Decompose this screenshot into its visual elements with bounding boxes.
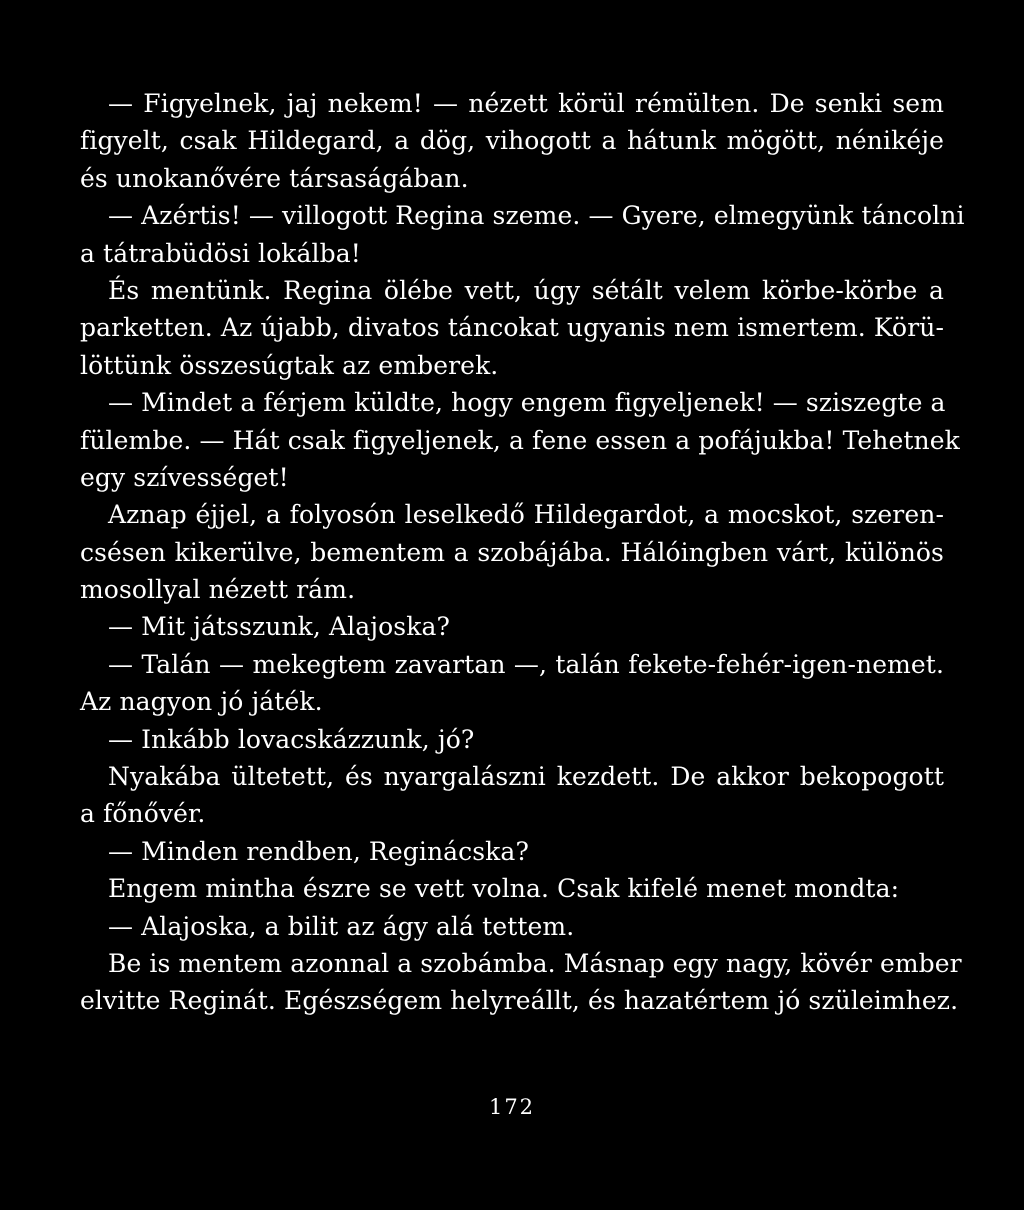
text-line: — Inkább lovacskázzunk, jó? [108,724,475,754]
text-line: — Mit játsszunk, Alajoska? [108,612,450,642]
text-line: a tátrabüdösi lokálba! [80,238,361,268]
page-text [80,85,965,1020]
text-line: Nyakába ültetett, és nyargalászni kezdett. De akkor bekopogott [108,762,944,792]
text-line: Az nagyon jó játék. [80,687,323,717]
text-line: és unokanővére társaságában. [80,163,469,193]
text-line: parketten. Az újabb, divatos táncokat ugyanis nem ismertem. Körü- [80,313,944,343]
text-line: Aznap éjjel, a folyosón leselkedő Hildegardot, a mocskot, szeren- [108,500,944,530]
text-line: Be is mentem azonnal a szobámba. Másnap egy nagy, kövér ember [108,948,962,978]
text-line: csésen kikerülve, bementem a szobájába. Hálóingben várt, különös [80,537,944,567]
text-line: Engem mintha észre se vett volna. Csak kifelé menet mondta: [108,874,900,904]
text-line: elvitte Reginát. Egészségem helyreállt, és hazatértem jó szüleimhez. [80,986,959,1016]
text-line: fülembe. — Hát csak figyeljenek, a fene essen a pofájukba! Tehetnek [80,425,960,455]
text-line: löttünk összesúgtak az emberek. [80,350,499,380]
text-line: — Mindet a férjem küldte, hogy engem figyeljenek! — sziszegte a [108,388,946,418]
text-line: És mentünk. Regina ölébe vett, úgy sétált velem körbe-körbe a [108,275,944,305]
text-line: mosollyal nézett rám. [80,575,356,605]
text-line: — Alajoska, a bilit az ágy alá tettem. [108,911,575,941]
text-line: — Minden rendben, Reginácska? [108,836,529,866]
text-line: figyelt, csak Hildegard, a dög, vihogott a hátunk mögött, nénikéje [80,126,944,156]
text-line: egy szívességet! [80,462,289,492]
text-line: — Azértis! — villogott Regina szeme. — Gyere, elmegyünk táncolni [108,201,965,231]
text-line: a főnővér. [80,799,206,829]
text-line: — Talán — mekegtem zavartan —, talán fekete-fehér-igen-nemet. [108,649,944,679]
text-line: — Figyelnek, jaj nekem! — nézett körül rémülten. De senki sem [108,89,944,118]
page-number: 172 [488,1095,536,1119]
